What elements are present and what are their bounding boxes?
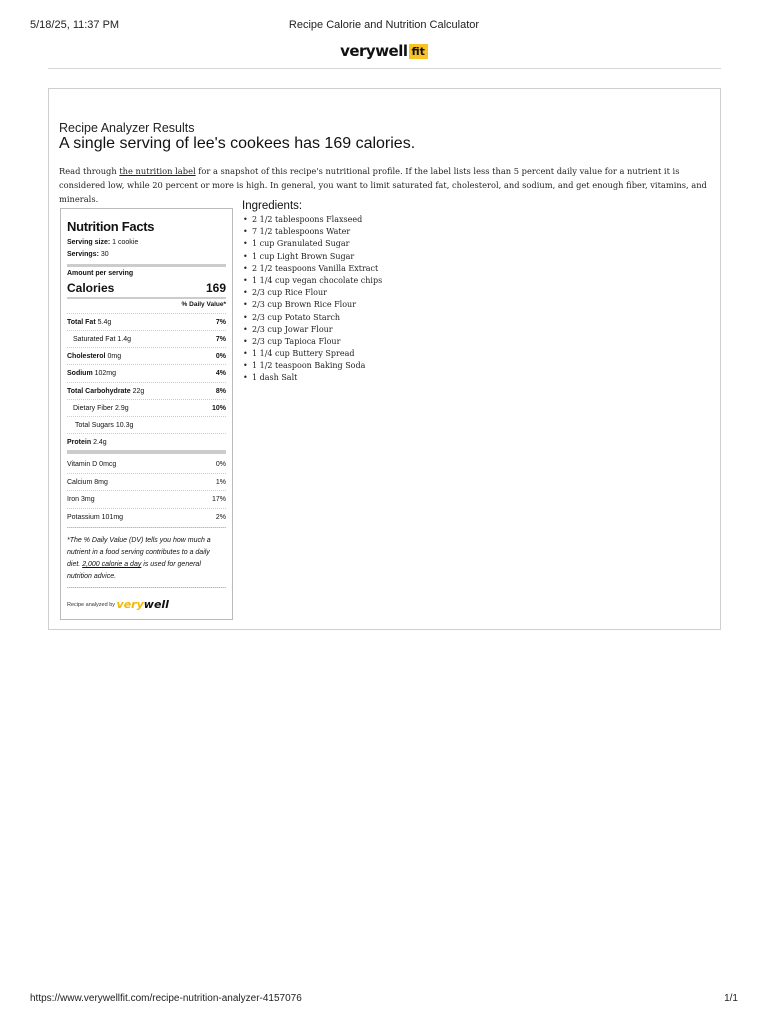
analyzed-by-text: Recipe analyzed by (67, 601, 116, 608)
nutrient-amount: 5.4g (97, 319, 112, 326)
daily-value-footnote (67, 535, 222, 583)
nutrient-name (75, 422, 133, 429)
header-divider (48, 68, 721, 69)
ingredient-item: • 7 1/2 tablespoons Water (242, 226, 382, 238)
vitamin-amount: 8mg (94, 479, 108, 486)
vitamin-label: Vitamin D (67, 461, 98, 468)
thick-divider (67, 297, 226, 299)
vitamin-row (67, 490, 226, 507)
ingredient-item: • 1 dash Salt (242, 372, 382, 384)
nutrient-amount: 0mg (107, 353, 122, 360)
nutrient-name (67, 388, 144, 395)
ingredient-item: • 2/3 cup Potato Starch (242, 312, 382, 324)
footnote-divider (67, 527, 226, 528)
nutrient-percent: 7% (215, 319, 226, 326)
servings (67, 251, 109, 258)
ingredient-item: • 2/3 cup Jowar Flour (242, 324, 382, 336)
nutrient-label: Cholesterol (67, 353, 106, 360)
servings-value: 30 (100, 251, 109, 258)
nutrient-percent: 0% (215, 353, 226, 360)
ingredient-item: • 1 1/4 cup Buttery Spread (242, 348, 382, 360)
nutrient-name (73, 336, 131, 343)
nutrient-label: Total Fat (67, 319, 96, 326)
vitamin-row (67, 473, 226, 490)
nutrient-percent: 10% (211, 405, 226, 412)
nutrient-row (67, 330, 226, 347)
nutrient-label: Saturated Fat (73, 336, 116, 343)
nutrient-row (67, 313, 226, 330)
thick-divider (67, 264, 226, 267)
vitamin-label: Iron (67, 496, 80, 503)
nutrient-label: Dietary Fiber (73, 405, 114, 412)
results-title: A single serving of lee's cookees has 169 calories. (59, 135, 416, 152)
amount-per-serving (67, 270, 133, 277)
vitamin-percent: 2% (215, 514, 226, 521)
nutrient-name (67, 439, 107, 446)
nutrient-label: Total Carbohydrate (67, 388, 131, 395)
print-page-number: 1/1 (724, 993, 738, 1004)
vitamin-name (67, 461, 116, 468)
print-footer (0, 993, 768, 1007)
thick-divider (67, 450, 226, 454)
nutrient-amount: 10.3g (115, 422, 134, 429)
footnote-text-start: *The % Daily Value (DV) tells you how much a nutrient in a food serving contributes to a daily diet. (67, 537, 211, 568)
results-card (48, 88, 721, 630)
ingredient-item: • 1 cup Granulated Sugar (242, 238, 382, 250)
nutrient-percent: 4% (215, 370, 226, 377)
site-logo[interactable] (0, 42, 768, 60)
vitamin-name (67, 514, 123, 521)
ingredient-item: • 1 1/4 cup vegan chocolate chips (242, 275, 382, 287)
ingredient-item: • 1 1/2 teaspoon Baking Soda (242, 360, 382, 372)
results-intro (59, 164, 711, 206)
print-page-title: Recipe Calorie and Nutrition Calculator (288, 19, 480, 31)
verywell-logo[interactable] (117, 598, 169, 611)
nutrient-percent: 8% (215, 388, 226, 395)
nutrition-label-link[interactable]: the nutrition label (119, 166, 196, 176)
intro-text-end: for a snapshot of this recipe's nutritional profile. If the label lists less than 5 percent daily value for a nutrient it is considered low, while 20 percent or more is high. In general, you want to limit saturated fat, cholesterol, and sodium, and get enough fiber, vitamins, and minerals. (59, 166, 707, 204)
vitamin-row (67, 456, 226, 473)
nutrient-label: Total Sugars (75, 422, 114, 429)
ingredient-item: • 2/3 cup Tapioca Flour (242, 336, 382, 348)
nutrient-row (67, 399, 226, 416)
ingredient-item: • 2 1/2 tablespoons Flaxseed (242, 214, 382, 226)
vitamin-label: Calcium (67, 479, 93, 486)
amount-per-serving-text: Amount per serving (67, 270, 134, 277)
vitamin-name (67, 479, 108, 486)
calories-label: Calories (67, 281, 115, 295)
ingredient-item: • 1 cup Light Brown Sugar (242, 251, 382, 263)
serving-size (67, 239, 138, 246)
calorie-diet-link[interactable]: 2,000 calorie a day (82, 561, 142, 568)
print-url: https://www.verywellfit.com/recipe-nutrition-analyzer-4157076 (30, 993, 302, 1004)
logo-well: well (143, 598, 169, 611)
vitamin-percent: 0% (215, 461, 226, 468)
vitamin-row (67, 508, 226, 525)
nutrient-label: Protein (67, 439, 92, 446)
ingredients-list (242, 214, 382, 385)
nutrient-amount: 2.4g (93, 439, 107, 446)
calories-value: 169 (205, 281, 226, 295)
nutrient-row (67, 347, 226, 364)
servings-label: Servings: (67, 251, 99, 258)
serving-size-label: Serving size: (67, 239, 111, 246)
daily-value-header: % Daily Value* (181, 301, 226, 308)
vitamin-percent: 17% (211, 496, 226, 503)
vitamin-name (67, 496, 95, 503)
nutrient-row (67, 433, 226, 450)
ingredients-title: Ingredients: (242, 200, 303, 212)
nutrient-name (67, 353, 121, 360)
footer-divider (67, 587, 226, 588)
serving-size-value: 1 cookie (112, 239, 139, 246)
nutrient-row (67, 416, 226, 433)
vitamin-label: Potassium (67, 514, 100, 521)
ingredient-item: • 2/3 cup Rice Flour (242, 287, 382, 299)
nutrition-facts-title: Nutrition Facts (67, 219, 155, 234)
results-heading: Recipe Analyzer Results (59, 121, 195, 135)
nutrient-amount: 102mg (94, 370, 117, 377)
vitamin-amount: 3mg (81, 496, 95, 503)
nutrient-name (73, 405, 129, 412)
nutrient-row (67, 382, 226, 399)
logo-wordmark: verywell (340, 42, 408, 60)
print-header (0, 19, 768, 33)
nutrient-label: Sodium (67, 370, 93, 377)
nutrient-name (67, 319, 111, 326)
footnote-text-end: is used for general nutrition advice. (67, 561, 201, 580)
print-datetime: 5/18/25, 11:37 PM (30, 19, 120, 31)
analyzed-by (67, 598, 169, 611)
nutrition-facts-label (60, 208, 233, 620)
vitamin-amount: 0mcg (99, 461, 117, 468)
nutrient-name (67, 370, 116, 377)
logo-very: very (116, 598, 144, 611)
intro-text-start: Read through (59, 166, 120, 176)
nutrient-amount: 1.4g (117, 336, 131, 343)
nutrient-amount: 22g (132, 388, 145, 395)
nutrient-percent: 7% (215, 336, 226, 343)
nutrient-amount: 2.9g (115, 405, 129, 412)
vitamin-amount: 101mg (101, 514, 124, 521)
ingredient-item: • 2/3 cup Brown Rice Flour (242, 299, 382, 311)
vitamin-percent: 1% (215, 479, 226, 486)
ingredient-item: • 2 1/2 teaspoons Vanilla Extract (242, 263, 382, 275)
nutrient-row (67, 364, 226, 381)
logo-fit-badge: fit (409, 44, 428, 59)
